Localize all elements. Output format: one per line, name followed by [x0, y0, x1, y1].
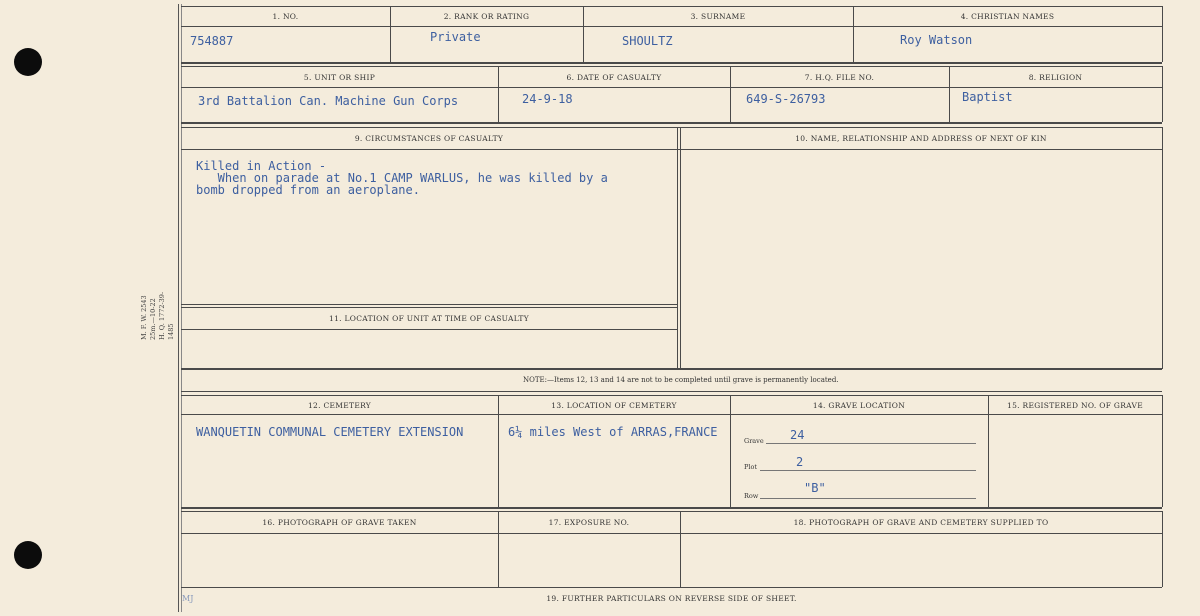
- label-location-cemetery: 13. LOCATION OF CEMETERY: [551, 401, 677, 410]
- label-plot: Plot: [744, 463, 757, 471]
- value-hq-file: 649-S-26793: [746, 92, 826, 106]
- label-date: 6. DATE OF CASUALTY: [566, 73, 662, 82]
- side-print: M. F. W. 2543 25m.—10-22 H. Q. 1772-39-1485: [140, 291, 175, 340]
- label-grave: Grave: [744, 437, 764, 445]
- value-plot: 2: [796, 455, 804, 469]
- label-grave-location: 14. GRAVE LOCATION: [812, 401, 906, 410]
- punch-hole-bottom: [14, 541, 42, 569]
- label-surname: 3. SURNAME: [690, 12, 746, 21]
- value-surname: SHOULTZ: [622, 34, 673, 48]
- value-location-cemetery: 6¼ miles West of ARRAS,FRANCE: [508, 425, 718, 439]
- label-no: 1. NO.: [272, 12, 299, 21]
- label-further-particulars: 19. FURTHER PARTICULARS ON REVERSE SIDE OF SHEET.: [546, 594, 797, 603]
- value-religion: Baptist: [962, 90, 1013, 104]
- note-text: NOTE:—Items 12, 13 and 14 are not to be completed until grave is permanently located.: [523, 376, 839, 384]
- label-registered-no: 15. REGISTERED NO. OF GRAVE: [1007, 401, 1143, 410]
- value-circumstances: Killed in Action - When on parade at No.1 CAMP WARLUS, he was killed by a bomb dropped from an aeroplane.: [196, 159, 608, 197]
- label-cemetery: 12. CEMETERY: [307, 401, 372, 410]
- label-location-unit: 11. LOCATION OF UNIT AT TIME OF CASUALTY: [329, 314, 529, 323]
- label-photo-supplied: 18. PHOTOGRAPH OF GRAVE AND CEMETERY SUPPLIED TO: [793, 518, 1049, 527]
- value-unit: 3rd Battalion Can. Machine Gun Corps: [198, 94, 459, 108]
- label-unit: 5. UNIT OR SHIP: [303, 73, 376, 82]
- value-date: 24-9-18: [522, 92, 573, 106]
- label-exposure: 17. EXPOSURE NO.: [548, 518, 630, 527]
- label-next-of-kin: 10. NAME, RELATIONSHIP AND ADDRESS OF NEXT OF KIN: [795, 134, 1047, 143]
- label-christian-names: 4. CHRISTIAN NAMES: [960, 12, 1055, 21]
- label-row: Row: [744, 492, 759, 500]
- value-rank: Private: [430, 30, 481, 44]
- value-cemetery: WANQUETIN COMMUNAL CEMETERY EXTENSION: [196, 425, 464, 439]
- value-no: 754887: [190, 34, 234, 48]
- value-christian-names: Roy Watson: [900, 33, 973, 47]
- value-row: "B": [804, 481, 826, 495]
- punch-hole-top: [14, 48, 42, 76]
- label-rank: 2. RANK OR RATING: [443, 12, 530, 21]
- label-photo-taken: 16. PHOTOGRAPH OF GRAVE TAKEN: [262, 518, 417, 527]
- corner-mark: MJ: [182, 594, 194, 603]
- label-hq-file: 7. H.Q. FILE NO.: [804, 73, 875, 82]
- value-grave: 24: [790, 428, 805, 442]
- label-religion: 8. RELIGION: [1028, 73, 1083, 82]
- label-circumstances: 9. CIRCUMSTANCES OF CASUALTY: [354, 134, 504, 143]
